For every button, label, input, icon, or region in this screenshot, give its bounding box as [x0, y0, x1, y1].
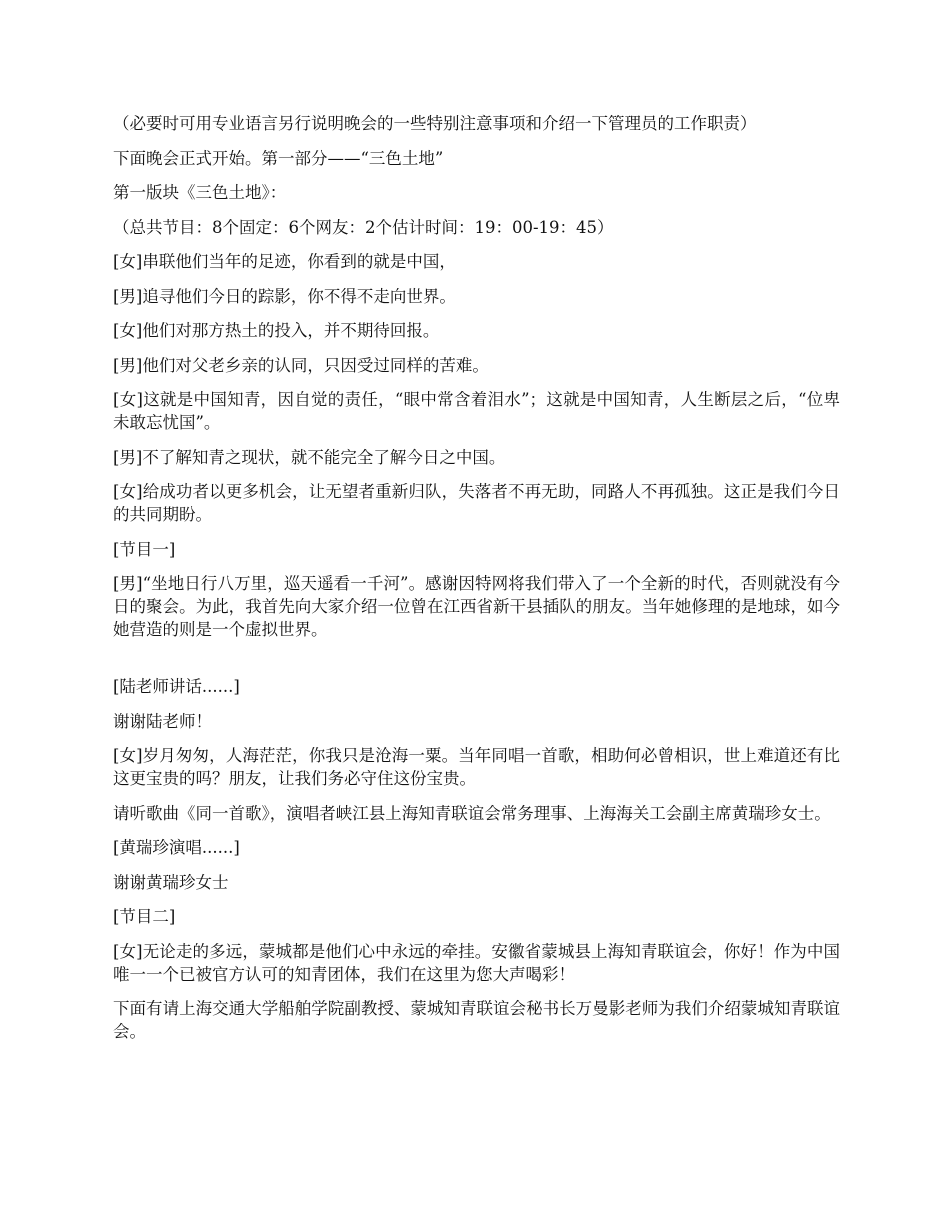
paragraph-dialogue: [女]他们对那方热土的投入，并不期待回报。	[113, 321, 440, 340]
paragraph-thanks: 谢谢陆老师！	[113, 711, 212, 731]
paragraph-program-label: [节目二]	[113, 907, 176, 926]
paragraph-section-title: 第一版块《三色土地》：	[113, 183, 287, 202]
paragraph-note-instructions: （必要时可用专业语言另行说明晚会的一些特别注意事项和介绍一下管理员的工作职责）	[113, 114, 757, 133]
paragraph-stage-direction: [陆老师讲话......]	[113, 677, 240, 696]
paragraph-dialogue: [男]不了解知青之现状，就不能完全了解今日之中国。	[113, 447, 506, 467]
paragraph-program-label: [节目一]	[113, 539, 176, 559]
paragraph-dialogue: [女]串联他们当年的足迹，你看到的就是中国，	[113, 252, 456, 271]
paragraph-dialogue: [男]“坐地日行八万里，巡天遥看一千河”。感谢因特网将我们带入了一个全新的时代，否则就没有今日的聚会。为此，我首先向大家介绍一位曾在江西省新干县插队的朋友。当年她修理的是地球，如今她营造的则是一个虚拟世界。	[113, 574, 840, 639]
paragraph-thanks: 谢谢黄瑞珍女士	[113, 872, 229, 892]
paragraph-dialogue: [女]这就是中国知青，因自觉的责任，“眼中常含着泪水”；这就是中国知青，人生断层之后，“位卑未敢忘忧国”。	[113, 390, 840, 432]
paragraph-dialogue: [女]无论走的多远，蒙城都是他们心中永远的牵挂。安徽省蒙城县上海知青联谊会，你好！作为中国唯一一个已被官方认可的知青团体，我们在这里为您大声喝彩！	[113, 941, 840, 984]
document-page	[113, 112, 840, 1055]
paragraph-program-summary: （总共节目：8个固定：6个网友：2个估计时间：19：00-19：45）	[113, 217, 614, 237]
paragraph-dialogue: [女]岁月匆匆，人海茫茫，你我只是沧海一粟。当年同唱一首歌，相助何必曾相识，世上难道还有比这更宝贵的吗？朋友，让我们务必守住这份宝贵。	[113, 746, 840, 788]
paragraph-opening: 下面晚会正式开始。第一部分——“三色土地”	[113, 148, 444, 168]
paragraph-stage-direction: [黄瑞珍演唱......]	[113, 838, 240, 857]
paragraph-dialogue: [女]给成功者以更多机会，让无望者重新归队，失落者不再无助，同路人不再孤独。这正是我们今日的共同期盼。	[113, 482, 840, 524]
paragraph-dialogue: [男]追寻他们今日的踪影，你不得不走向世界。	[113, 286, 456, 306]
paragraph-dialogue: [男]他们对父老乡亲的认同，只因受过同样的苦难。	[113, 355, 489, 375]
paragraph-introduction: 请听歌曲《同一首歌》，演唱者峡江县上海知青联谊会常务理事、上海海关工会副主席黄瑞珍女士。	[113, 803, 831, 823]
paragraph-introduction: 下面有请上海交通大学船舶学院副教授、蒙城知青联谊会秘书长万曼影老师为我们介绍蒙城知青联谊会。	[113, 999, 840, 1041]
